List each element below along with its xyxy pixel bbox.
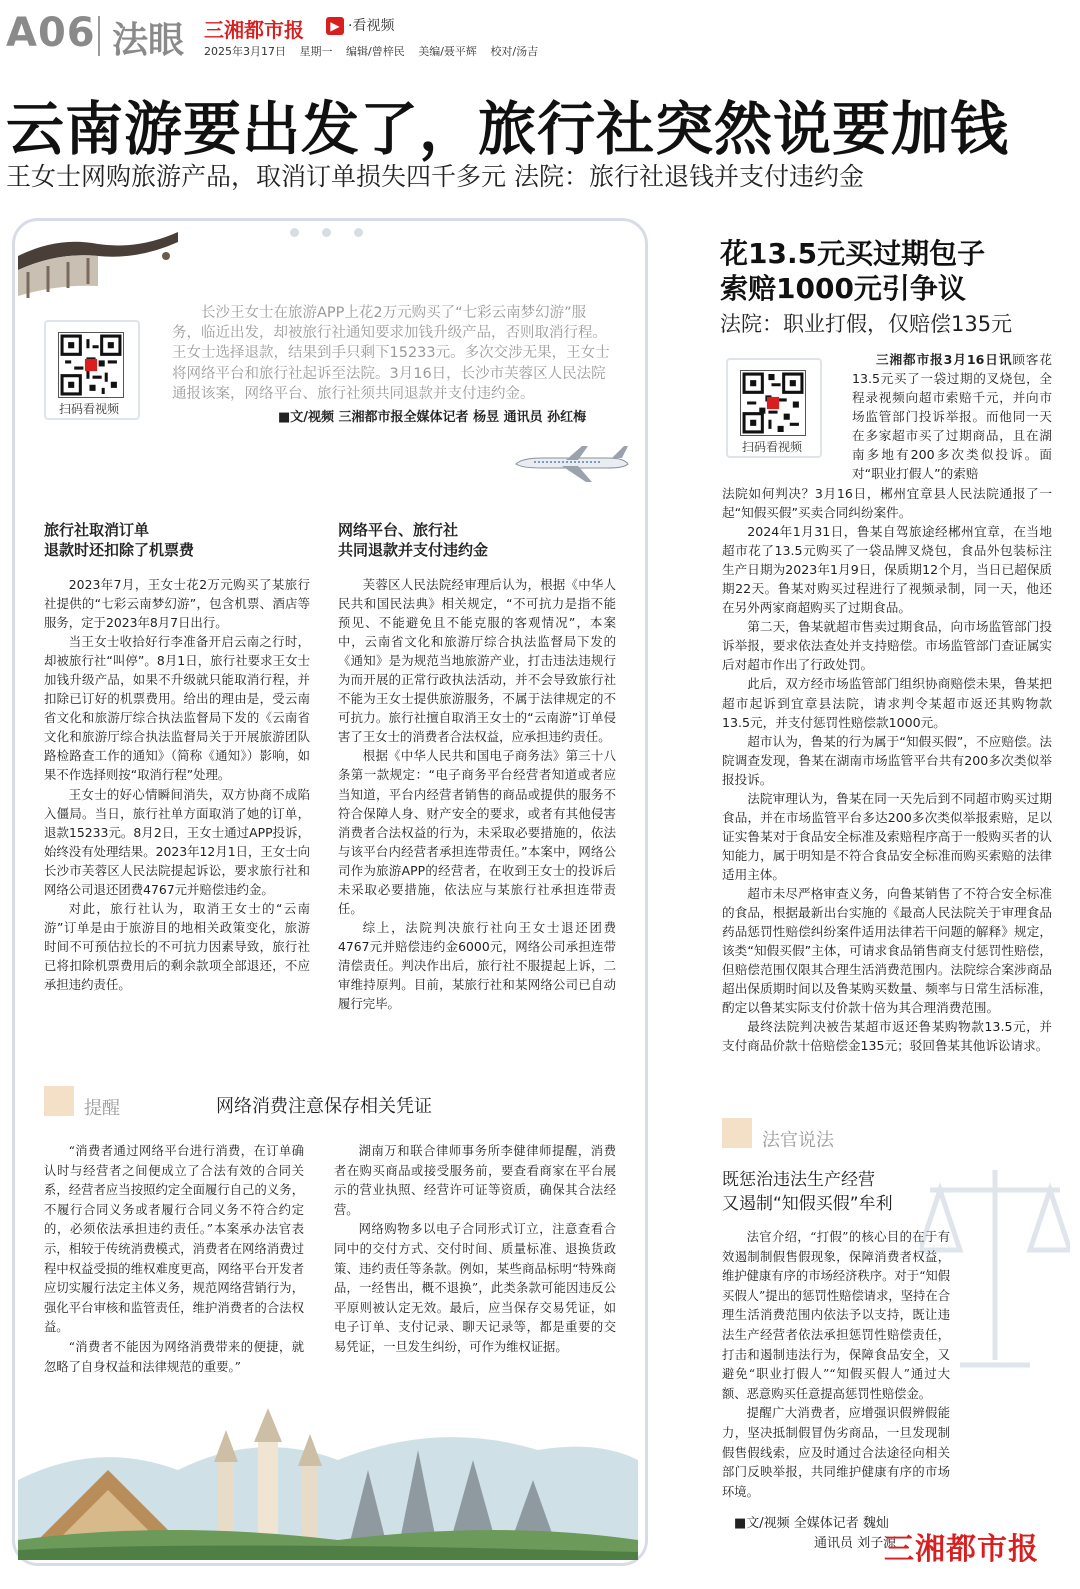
judge-heading-line: 既惩治违法生产经营 [722,1170,875,1190]
intro-text: 他同一天在多家超市买了过期商 [852,409,1053,444]
frame-dot [290,228,299,237]
masthead-divider [98,16,100,56]
newspaper-brand: 三湘都市报 [204,18,304,42]
remind-label: 提醒 [84,1098,120,1119]
col2-body [338,575,616,1013]
dateline: 三湘都市报3月16日讯 [876,352,1013,367]
remind-col1 [44,1142,304,1377]
intro-text: 顾客花13.5元买了一袋过期的叉烧包，全程录视频向超市索赔千元， [852,352,1053,406]
paragraph: 对此，旅行社认为，取消王女士的“云南游”订单是由于旅游目的地相关政策变化，旅游时间不可预估拉长的不可抗力因素导致，旅行社已将扣除机票费用后的剩余款项全部退还，不应承担违约责任。 [44,900,310,992]
side-headline [720,236,985,306]
main-subhead: 王女士网购旅游产品，取消订单损失四千多元 法院：旅行社退钱并支付违约金 [6,162,864,191]
frame-dot [322,228,331,237]
video-brand: ·看视频 [348,18,395,34]
paragraph: 提醒广大消费者，应增强识假辨假能力，坚决抵制假冒伪劣商品，一旦发现制假售假线索，应及时通过合法途径向相关部门反映举报，共同维护健康有序的市场环境。 [722,1406,950,1499]
intro-text: 并向市场监管部门投诉举报。而 [852,390,1053,425]
masthead-meta [204,43,548,59]
byline-line: ■文/视频 全媒体记者 魏灿 [734,1516,889,1531]
side-headline-line: 花13.5元买过期包子 [720,237,986,270]
qr-label: 扫码看视频 [742,440,803,454]
intro-text: 法院如何判决？3月16日，郴州宜章县人民法院通报了一起“知假买假”买卖合同纠纷案件。 [722,486,1052,521]
byline-line: 通讯员 刘子源 [814,1536,897,1551]
byline: ■文/视频 三湘都市报全媒体记者 杨昱 通讯员 孙红梅 [278,410,587,425]
side-headline-line: 索赔1000元引争议 [720,272,966,305]
paragraph: 超市认为，鲁某的行为属于“知假买假”，不应赔偿。法院调查发现，鲁某在湖南市场监管平台共有200多次类似举报投诉。 [722,733,1052,787]
paragraph: “消费者不能因为网络消费带来的便捷，就忽略了自身权益和法律规范的重要。” [44,1339,304,1374]
side-body [722,484,1052,1055]
section-name: 法眼 [112,20,185,61]
intro-text: 品，且在湖南多地有200多次类似 [852,428,1053,463]
qr-code-icon[interactable] [58,332,124,398]
judge-heading-line: 又遏制“知假买假”牟利 [722,1194,893,1214]
paragraph: 湖南万和联合律师事务所李健律师提醒，消费者在购买商品或接受服务前，要查看商家在平台展示的营业执照、经营许可证等资质，确保其合法经营。 [334,1144,616,1217]
page-number: A06 [6,10,96,56]
paragraph: 芙蓉区人民法院经审理后认为，根据《中华人民共和国民法典》相关规定，“不可抗力是指不能预见、不能避免且不能克服的客观情况”，本案中，云南省文化和旅游厅综合执法监督局下发的《通知》是为规范当地旅游产业，打击违法违规行为而开展的正常行政执法活动，并不会导致旅行社不能为王女士提供旅游服务，不属于法律规定的不可抗力。旅行社擅自取消王女士的“云南游”订单侵害了王女士的消费者合法权益，应承担违约责任。 [338,577,616,745]
temple-roof-illustration [18,226,178,304]
airplane-illustration [512,440,632,484]
side-intro-wrapped [852,350,1052,483]
judge-label: 法官说法 [762,1130,834,1151]
issue-weekday: 星期一 [299,45,333,58]
intro-text: 投诉。面对“职业打假人”的索赔 [852,447,1053,482]
qr-code-icon[interactable] [740,370,806,436]
col2-heading-line: 共同退款并支付违约金 [338,541,489,559]
paragraph: 最终法院判决被告某超市返还鲁某购物款13.5元，并支付商品价款十倍赔偿金135元；驳回鲁某其他诉讼请求。 [722,1019,1052,1054]
paragraph: 2023年7月，王女士花2万元购买了某旅行社提供的“七彩云南梦幻游”，包含机票、酒店等服务，定于2023年8月7日出行。 [44,577,310,631]
judge-tag-icon [722,1118,752,1148]
footer-brand-logo: 三湘都市报 [884,1532,1039,1567]
col1-body [44,575,310,994]
col2-heading-line: 网络平台、旅行社 [338,521,459,539]
main-headline: 云南游要出发了，旅行社突然说要加钱 [6,95,1010,163]
yunnan-scenery-illustration [18,1400,638,1560]
remind-col2 [334,1142,616,1358]
col1-heading [44,520,194,560]
art-editor-credit: 美编/聂平辉 [418,45,477,58]
paragraph: 2024年1月31日，鲁某自驾旅途经郴州宜章，在当地超市花了13.5元购买了一袋品牌叉烧包，食品外包装标注生产日期为2023年1月9日，保质期12个月，当日已超保质期22天。鲁某对购买过程进行了视频录制，同一天，他还在另外两家商超购买了过期食品。 [722,524,1052,616]
frame-dot [354,228,363,237]
paragraph: 王女士的好心情瞬间消失，双方协商不成陷入僵局。当日，旅行社单方面取消了她的订单，退款15233元。8月2日，王女士通过APP投诉，始终没有处理结果。2023年12月1日，王女士向长沙市芙蓉区人民法院提起诉讼，要求旅行社和网络公司退还团费4767元并赔偿违约金。 [44,786,310,897]
lead-paragraph: 长沙王女士在旅游APP上花2万元购买了“七彩云南梦幻游”服务，临近出发，却被旅行社通知要求加钱升级产品，否则取消行程。王女士选择退款，结果到手只剩下15233元。多次交涉无果，王女士将网络平台和旅行社起诉至法院。3月16日，长沙市芙蓉区人民法院通报该案，网络平台、旅行社须共同退款并支付违约金。 [172,305,610,402]
qr-label: 扫码看视频 [59,402,120,416]
col1-heading-line: 旅行社取消订单 [44,521,150,539]
remind-tag-icon [44,1086,74,1116]
paragraph: 超市未尽严格审查义务，向鲁某销售了不符合安全标准的食品，根据最新出台实施的《最高人民法院关于审理食品药品惩罚性赔偿纠纷案件适用法律若干问题的解释》规定，该类“知假买假”主体，可请求食品销售商支付惩罚性赔偿，但赔偿范围仅限其合理生活消费范围内。法院综合案涉商品超出保质期时间以及鲁某购买数量、频率与日常生活标准，酌定以鲁某实际支付价款十倍为其合理消费范围。 [722,885,1052,1016]
paragraph: 法官介绍，“打假”的核心目的在于有效遏制制假售假现象，保障消费者权益，维护健康有序的市场经济秩序。对于“知假买假人”提出的惩罚性赔偿请求，坚持在合理生活消费范围内依法予以支持，既让违法生产经营者依法承担惩罚性赔偿责任，打击和遏制违法行为，保障食品安全，又避免“职业打假人”“知假买假人”通过大额、恶意购买任意提高惩罚性赔偿金。 [722,1230,950,1401]
paragraph: 网络购物多以电子合同形式订立，注意查看合同中的交付方式、交付时间、质量标准、退换货政策、违约责任等条款。例如，某些商品标明“特殊商品，一经售出，概不退换”，此类条款可能因违反公平原则被认定无效。最后，应当保存交易凭证，如电子订单、支付记录、聊天记录等，都是重要的交易凭证，一旦发生纠纷，可作为维权证据。 [334,1222,616,1354]
judge-heading [722,1168,893,1216]
editor-credit: 编辑/曾梓民 [346,45,405,58]
paragraph: 第二天，鲁某就超市售卖过期食品，向市场监管部门投诉举报，要求依法查处并支持赔偿。市场监管部门查证属实后对超市作出了行政处罚。 [722,619,1052,673]
video-logo-icon: ▶ [326,17,344,35]
issue-date: 2025年3月17日 [204,45,286,58]
paragraph: 当王女士收拾好行李准备开启云南之行时，却被旅行社“叫停”。8月1日，旅行社要求王女士加钱升级产品，如果不升级就只能取消行程，并扣除已订好的机票费用。给出的理由是，受云南省文化和旅游厅综合执法监督局下发的《云南省文化和旅游厅综合执法监督局关于开展旅游团队路检路查工作的通知》（简称《通知》）影响，如果不作选择则按“取消行程”处理。 [44,634,310,783]
paragraph: 此后，双方经市场监管部门组织协商赔偿未果，鲁某把超市起诉到宜章县法院，请求判令某超市返还其购物款13.5元，并支付惩罚性赔偿款1000元。 [722,676,1052,730]
proofreader-credit: 校对/汤吉 [490,45,539,58]
col2-heading [338,520,488,560]
side-subhead: 法院：职业打假，仅赔偿135元 [720,312,1013,336]
paragraph: 根据《中华人民共和国电子商务法》第三十八条第一款规定：“电子商务平台经营者知道或者应当知道，平台内经营者销售的商品或提供的服务不符合保障人身、财产安全的要求，或者有其他侵害消费者合法权益的行为，未采取必要措施的，依法与该平台内经营者承担连带责任。”本案中，网络公司作为旅游APP的经营者，在收到王女士的投诉后未采取必要措施，依法应与某旅行社承担连带责任。 [338,748,616,916]
paragraph: “消费者通过网络平台进行消费，在订单确认时与经营者之间便成立了合法有效的合同关系，经营者应当按照约定全面履行自己的义务，不履行合同义务或者履行合同义务不符合约定的，必须依法承担违约责任。”本案承办法官表示，相较于传统消费模式，消费者在网络消费过程中权益受损的维权难度更高，网络平台开发者应切实履行法定主体义务，规范网络营销行为，强化平台审核和监管责任，维护消费者的合法权益。 [44,1144,304,1335]
paragraph: 法院审理认为，鲁某在同一天先后到不同超市购买过期食品，并在市场监管平台多达200多次类似举报索赔，足以证实鲁某对于食品安全标准及索赔程序高于一般购买者的认知能力，属于明知是不符合食品安全标准而购买索赔的法律适用主体。 [722,790,1052,882]
judge-body [722,1228,950,1502]
paragraph: 综上，法院判决旅行社向王女士退还团费4767元并赔偿违约金6000元，网络公司承担连带清偿责任。判决作出后，旅行社不服提起上诉，二审维持原判。目前，某旅行社和某网络公司已自动履行完毕。 [338,919,616,1012]
remind-title: 网络消费注意保存相关凭证 [216,1096,432,1117]
side-byline [734,1514,896,1554]
col1-heading-line: 退款时还扣除了机票费 [44,541,195,559]
